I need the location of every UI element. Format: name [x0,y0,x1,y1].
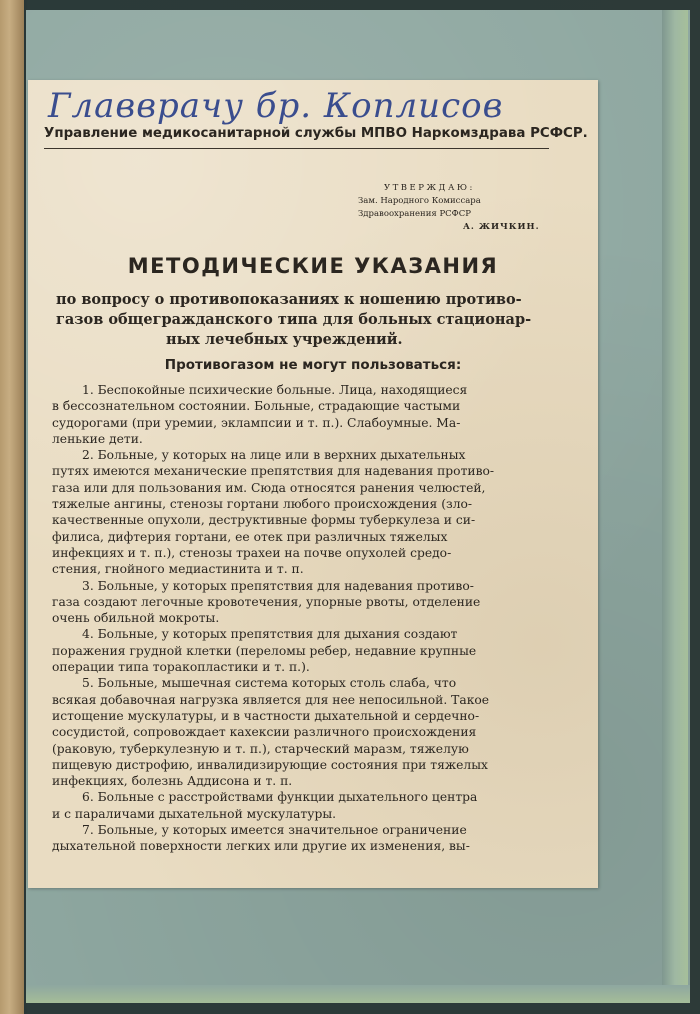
body-line: 1. Беспокойные психические больные. Лица, находящиеся [82,383,468,397]
board-bottom-rim [26,985,690,1003]
board-right-rim [662,10,688,1002]
body-line: и с параличами дыхательной мускулатуры. [52,806,337,821]
subtitle-line: ных лечебных учреждений. [166,331,403,348]
body-line: газа создают легочные кровотечения, упорные рвоты, отделение [52,594,481,609]
document-subtitle [56,290,576,350]
body-line: 2. Больные, у которых на лице или в верхних дыхательных [82,448,466,463]
body-line: (раковую, туберкулезную и т. п.), старческий маразм, тяжелую [52,741,469,756]
body-line: дыхательной поверхности легких или другие их изменения, вы- [52,839,470,854]
body-line: операции типа торакопластики и т. п.). [52,660,310,675]
body-line: газа или для пользования им. Сюда относятся ранения челюстей, [52,480,486,495]
body-line: 3. Больные, у которых препятствия для надевания противо- [82,578,474,593]
subtitle-line: газов общегражданского типа для больных стационар- [56,311,532,328]
document-body [52,382,572,855]
approval-signatory: А. ЖИЧКИН. [463,222,540,232]
body-line: ленькие дети. [52,431,143,446]
body-line: 5. Больные, мышечная система которых столь слаба, что [82,676,457,691]
body-line: 7. Больные, у которых имеется значительное ограничение [82,823,467,838]
body-line: пищевую дистрофию, инвалидизирующие состояния при тяжелых [52,757,488,772]
body-line: инфекциях и т. п.), стенозы трахеи на почве опухолей средо- [52,545,452,560]
department-header: Управление медикосанитарной службы МПВО Наркомздрава РСФСР. [44,126,588,141]
section-heading: Противогазом не могут пользоваться: [164,357,462,373]
approval-line: УТВЕРЖДАЮ: [384,183,475,193]
body-line: стения, гнойного медиастинита и т. п. [52,562,304,577]
body-line: сосудистой, сопровождает кахексии различного происхождения [52,725,477,740]
book-spine-edge [0,0,24,1014]
body-line: качественные опухоли, деструктивные формы туберкулеза и си- [52,513,476,528]
body-line: поражения грудной клетки (переломы ребер, недавние крупные [52,643,477,658]
approval-block [358,182,540,234]
approval-line: Зам. Народного Комиссара [358,196,481,206]
document-sheet [28,80,598,888]
subtitle-line: по вопросу о противопоказаниях к ношению противо- [56,291,522,308]
body-line: тяжелые ангины, стенозы гортани любого происхождения (зло- [52,497,473,512]
body-line: филиса, дифтерия гортани, ее отек при различных тяжелых [52,529,448,544]
body-line: очень обильной мокроты. [52,611,220,626]
body-line: 6. Больные с расстройствами функции дыхательного центра [82,790,478,805]
body-line: инфекциях, болезнь Аддисона и т. п. [52,774,293,789]
body-line: в бессознательном состоянии. Больные, страдающие частыми [52,399,461,414]
header-rule [44,148,549,149]
body-line: 4. Больные, у которых препятствия для дыхания создают [82,627,458,642]
handwritten-note: Главврачу бр. Коплисов [48,86,504,126]
body-line: судорогами (при уремии, эклампсии и т. п.). Слабоумные. Ма- [52,415,461,430]
approval-line: Здравоохранения РСФСР [358,209,471,219]
body-line: всякая добавочная нагрузка является для нее непосильной. Такое [52,692,490,707]
document-title: МЕТОДИЧЕСКИЕ УКАЗАНИЯ [127,254,499,278]
body-line: путях имеются механические препятствия для надевания противо- [52,464,495,479]
body-line: истощение мускулатуры, и в частности дыхательной и сердечно- [52,708,480,723]
